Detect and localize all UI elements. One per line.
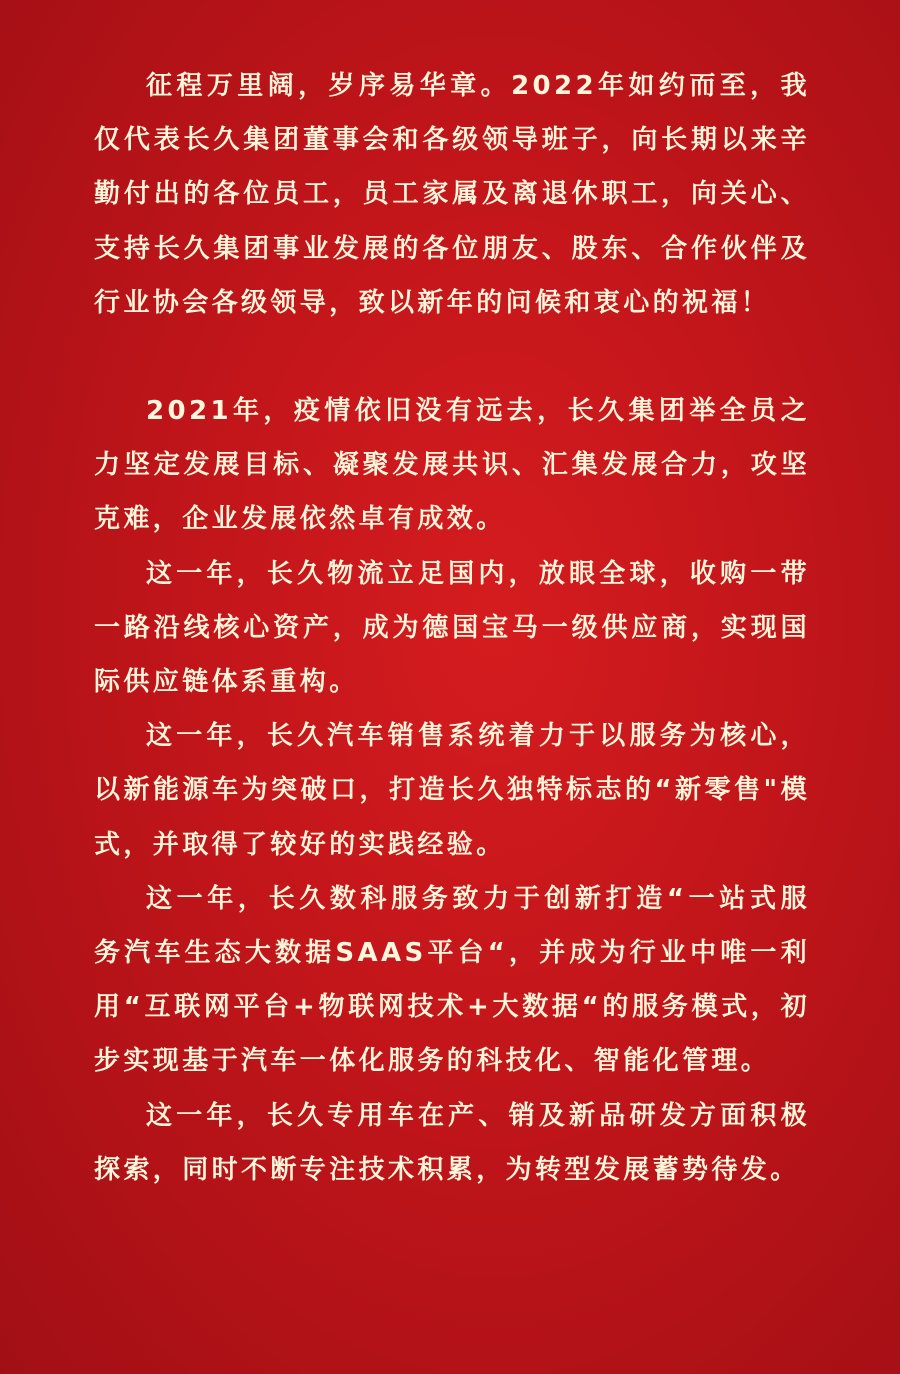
paragraph-special-vehicles: 这一年，长久专用车在产、销及新品研发方面积极探索，同时不断专注技术积累，为转型发展蓄势待发。 xyxy=(94,1100,810,1185)
paragraph-auto-sales: 这一年，长久汽车销售系统着力于以服务为核心，以新能源车为突破口，打造长久独特标志的“新零售"模式，并取得了较好的实践经验。 xyxy=(94,721,810,860)
paragraph-logistics: 这一年，长久物流立足国内，放眼全球，收购一带一路沿线核心资产，成为德国宝马一级供应商，实现国际供应链体系重构。 xyxy=(94,558,810,698)
paragraph-new-year-greeting: 征程万里阔，岁序易华章。2022年如约而至，我仅代表长久集团董事会和各级领导班子，向长期以来辛勤付出的各位员工，员工家属及离退休职工，向关心、支持长久集团事业发展的各位朋友、股东、合作伙伴及行业协会各级领导，致以新年的问候和衷心的祝福！ xyxy=(94,71,810,318)
paragraph-2021-overview: 2021年，疫情依旧没有远去，长久集团举全员之力坚定发展目标、凝聚发展共识、汇集发展合力，攻坚克难，企业发展依然卓有成效。 xyxy=(94,396,810,535)
paragraph-digital-services: 这一年，长久数科服务致力于创新打造“一站式服务汽车生态大数据SAAS平台“，并成为行业中唯一利用“互联网平台+物联网技术+大数据“的服务模式，初步实现基于汽车一体化服务的科技化、智能化管理。 xyxy=(94,883,810,1077)
